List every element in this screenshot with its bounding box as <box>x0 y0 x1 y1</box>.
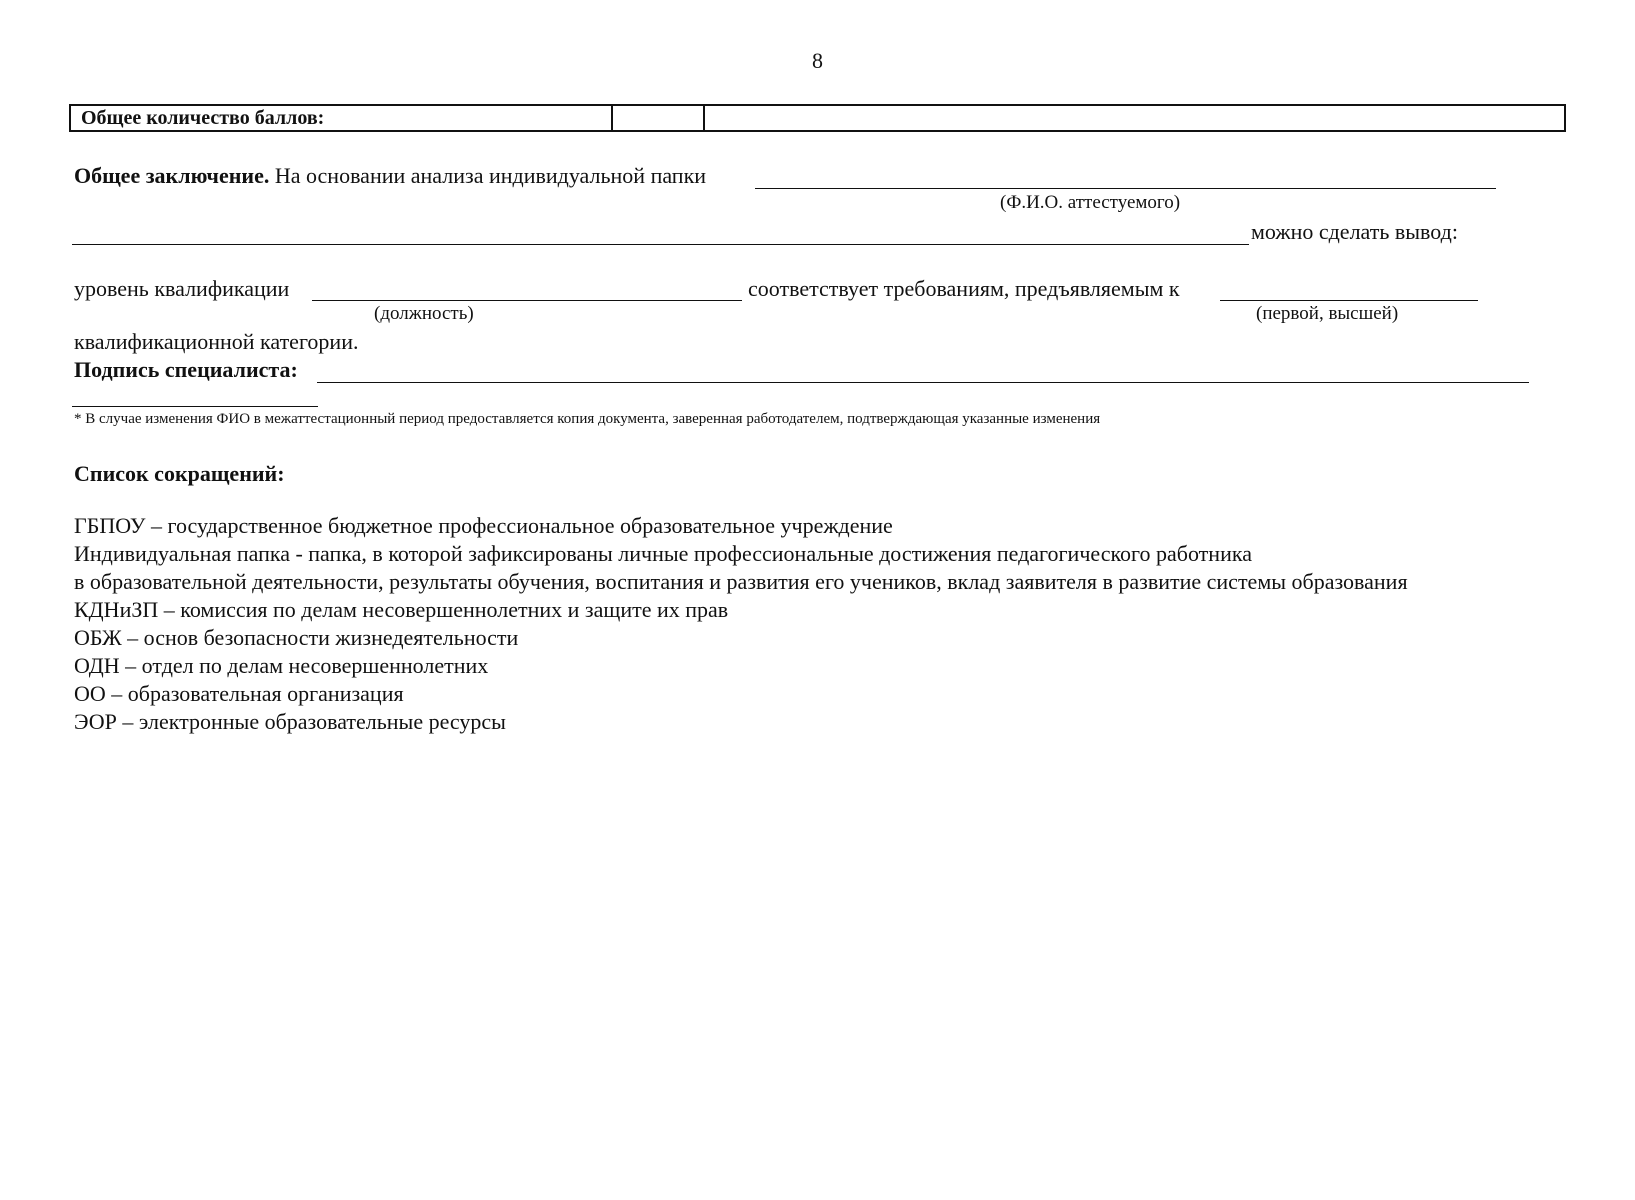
list-item: ОБЖ – основ безопасности жизнедеятельности <box>74 625 519 650</box>
conclusion-heading: Общее заключение. <box>74 163 270 188</box>
list-item: ЭОР – электронные образовательные ресурсы <box>74 709 506 734</box>
position-caption: (должность) <box>374 303 474 324</box>
list-item: ОДН – отдел по делам несовершеннолетних <box>74 653 489 678</box>
list-item: Индивидуальная папка - папка, в которой зафиксированы личные профессиональные достижения педагогического работника <box>74 541 1252 566</box>
total-score-label: Общее количество баллов: <box>70 105 612 131</box>
total-score-table <box>69 104 1566 132</box>
conclusion-line <box>74 163 706 189</box>
footnote-divider <box>72 406 318 407</box>
qualification-label: уровень квалификации <box>74 276 290 301</box>
fio-caption: (Ф.И.О. аттестуемого) <box>1000 192 1181 213</box>
conclusion-text: На основании анализа индивидуальной папки <box>274 163 707 188</box>
abbreviations-heading: Список сокращений: <box>74 461 285 486</box>
list-item: КДНиЗП – комиссия по делам несовершеннолетних и защите их прав <box>74 597 729 622</box>
page-number: 8 <box>812 48 823 73</box>
requirements-text: соответствует требованиям, предъявляемым к <box>748 276 1180 301</box>
total-score-cell-1[interactable] <box>612 105 704 131</box>
list-item: ОО – образовательная организация <box>74 681 404 706</box>
conclusion-tail: можно сделать вывод: <box>1251 219 1458 244</box>
abbreviations-list <box>74 512 1408 736</box>
list-item: ГБПОУ – государственное бюджетное профессиональное образовательное учреждение <box>74 513 893 538</box>
total-score-cell-2[interactable] <box>704 105 1565 131</box>
fio-continuation-line[interactable] <box>72 244 1249 245</box>
signature-label: Подпись специалиста: <box>74 357 298 382</box>
category-input-line[interactable] <box>1220 300 1478 301</box>
position-input-line[interactable] <box>312 300 742 301</box>
signature-input-line[interactable] <box>317 382 1529 383</box>
fio-input-line[interactable] <box>755 188 1496 189</box>
list-item: в образовательной деятельности, результаты обучения, воспитания и развития его учеников, вклад заявителя в развитие системы образования <box>74 569 1408 594</box>
table-row <box>70 105 1565 131</box>
footnote-text: * В случае изменения ФИО в межаттестационный период предоставляется копия документа, заверенная работодателем, подтверждающая указанные изменения <box>74 411 1101 427</box>
category-caption: (первой, высшей) <box>1256 303 1399 324</box>
category-tail: квалификационной категории. <box>74 329 359 354</box>
